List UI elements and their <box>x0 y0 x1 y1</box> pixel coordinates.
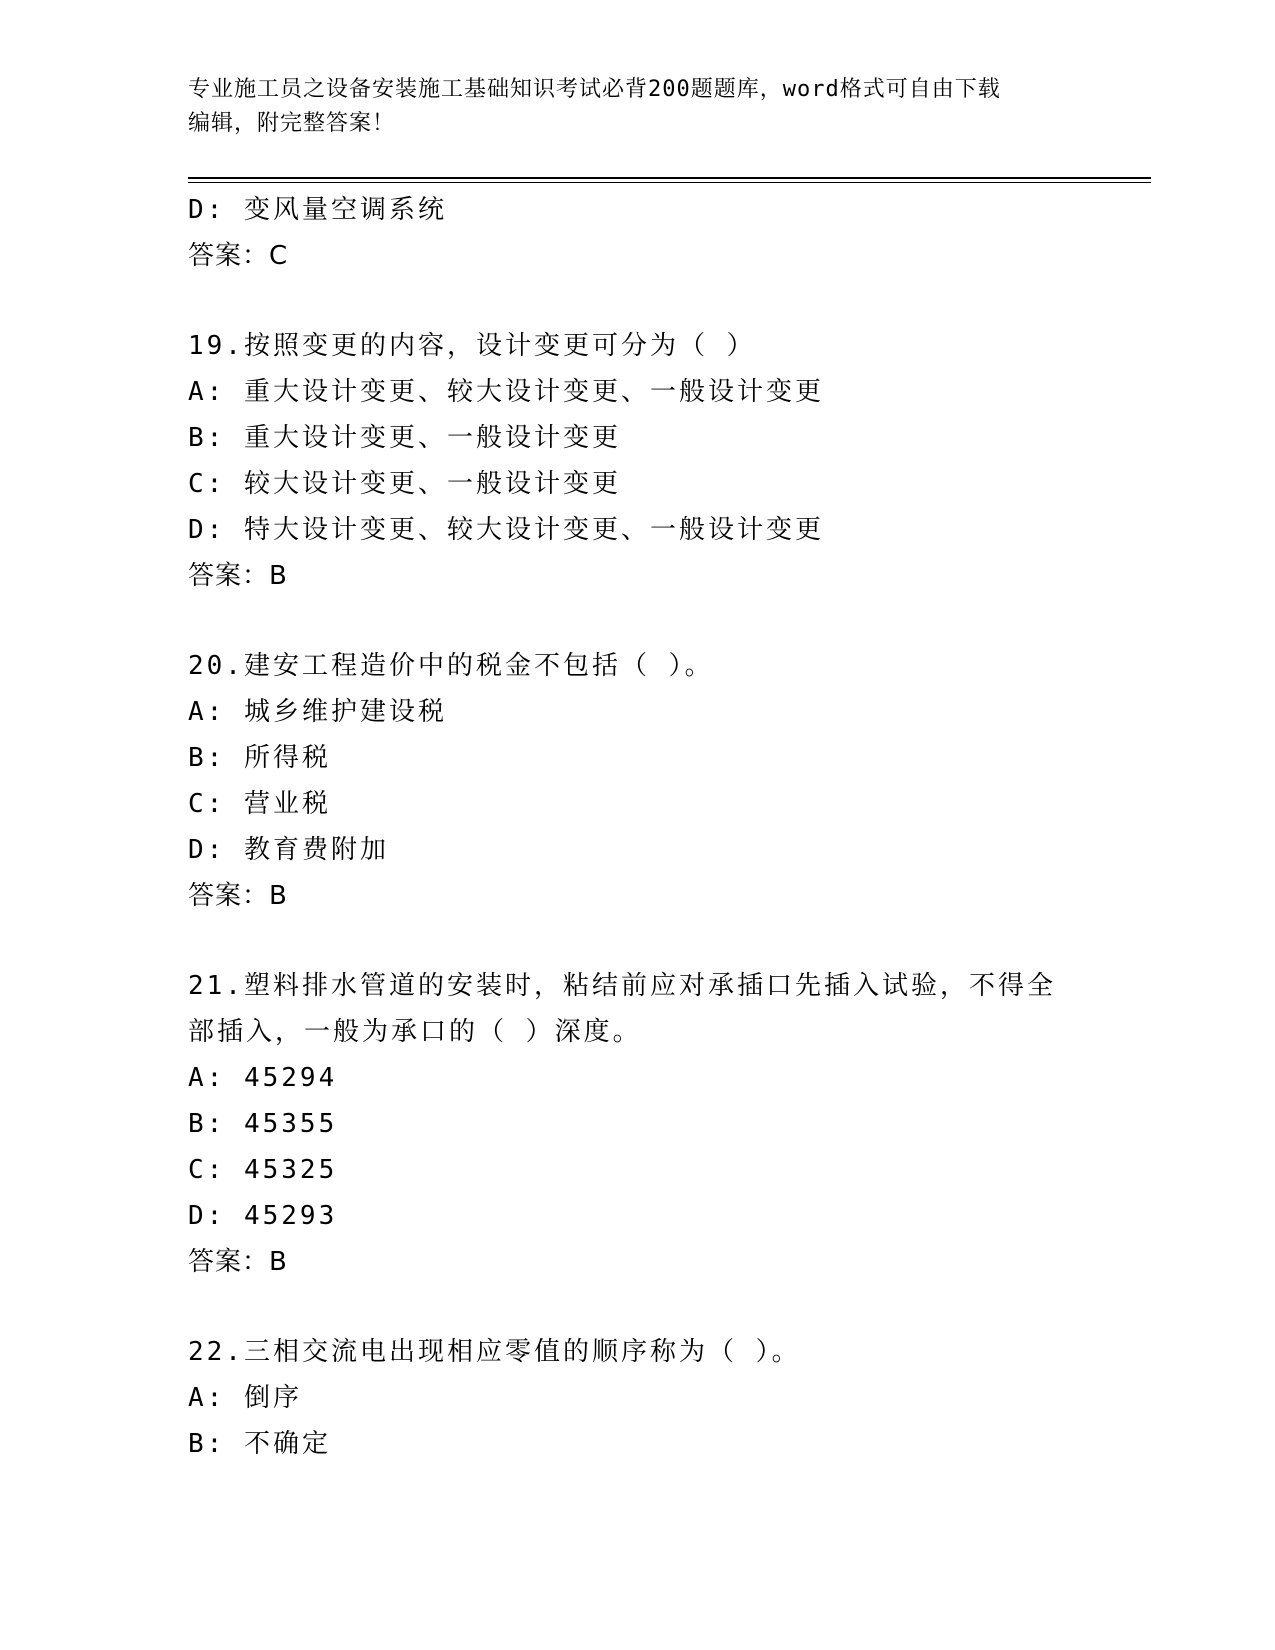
question-stem: 21.塑料排水管道的安装时，粘结前应对承插口先插入试验，不得全部插入，一般为承口的（ ）深度。 <box>188 971 1056 1047</box>
option-d: D: 45293 <box>188 1201 338 1231</box>
question-stem: 22.三相交流电出现相应零值的顺序称为（ ）。 <box>188 1337 801 1367</box>
option-b: B: 所得税 <box>188 743 331 773</box>
header-divider-thin <box>188 182 1151 183</box>
answer-line: 答案：C <box>188 241 289 271</box>
option-c: C: 45325 <box>188 1155 338 1185</box>
option-a: A: 重大设计变更、较大设计变更、一般设计变更 <box>188 377 824 407</box>
option-d: D: 特大设计变更、较大设计变更、一般设计变更 <box>188 515 824 545</box>
option-d: D: 变风量空调系统 <box>188 195 447 225</box>
spacer <box>188 599 1088 643</box>
header-divider-thick <box>188 177 1151 179</box>
option-c: C: 较大设计变更、一般设计变更 <box>188 469 621 499</box>
document-header <box>188 73 1088 141</box>
option-d: D: 教育费附加 <box>188 835 389 865</box>
question-22 <box>188 1329 1088 1467</box>
question-20 <box>188 643 1088 919</box>
answer-line: 答案：B <box>188 561 288 591</box>
option-a: A: 倒序 <box>188 1383 302 1413</box>
question-stem: 19.按照变更的内容，设计变更可分为（ ） <box>188 331 756 361</box>
spacer <box>188 919 1088 963</box>
question-list <box>188 187 1088 1467</box>
option-b: B: 45355 <box>188 1109 338 1139</box>
option-c: C: 营业税 <box>188 789 331 819</box>
option-a: A: 45294 <box>188 1063 338 1093</box>
header-line-1: 专业施工员之设备安装施工基础知识考试必背200题题库，word格式可自由下载 <box>188 77 1001 102</box>
spacer <box>188 1285 1088 1329</box>
question-19 <box>188 323 1088 599</box>
option-b: B: 不确定 <box>188 1429 331 1459</box>
spacer <box>188 279 1088 323</box>
previous-question-tail <box>188 187 1088 279</box>
answer-line: 答案：B <box>188 881 288 911</box>
option-b: B: 重大设计变更、一般设计变更 <box>188 423 621 453</box>
question-21 <box>188 963 1088 1285</box>
answer-line: 答案：B <box>188 1247 288 1277</box>
option-a: A: 城乡维护建设税 <box>188 697 447 727</box>
question-stem: 20.建安工程造价中的税金不包括（ ）。 <box>188 651 714 681</box>
header-line-2: 编辑，附完整答案！ <box>188 111 396 136</box>
